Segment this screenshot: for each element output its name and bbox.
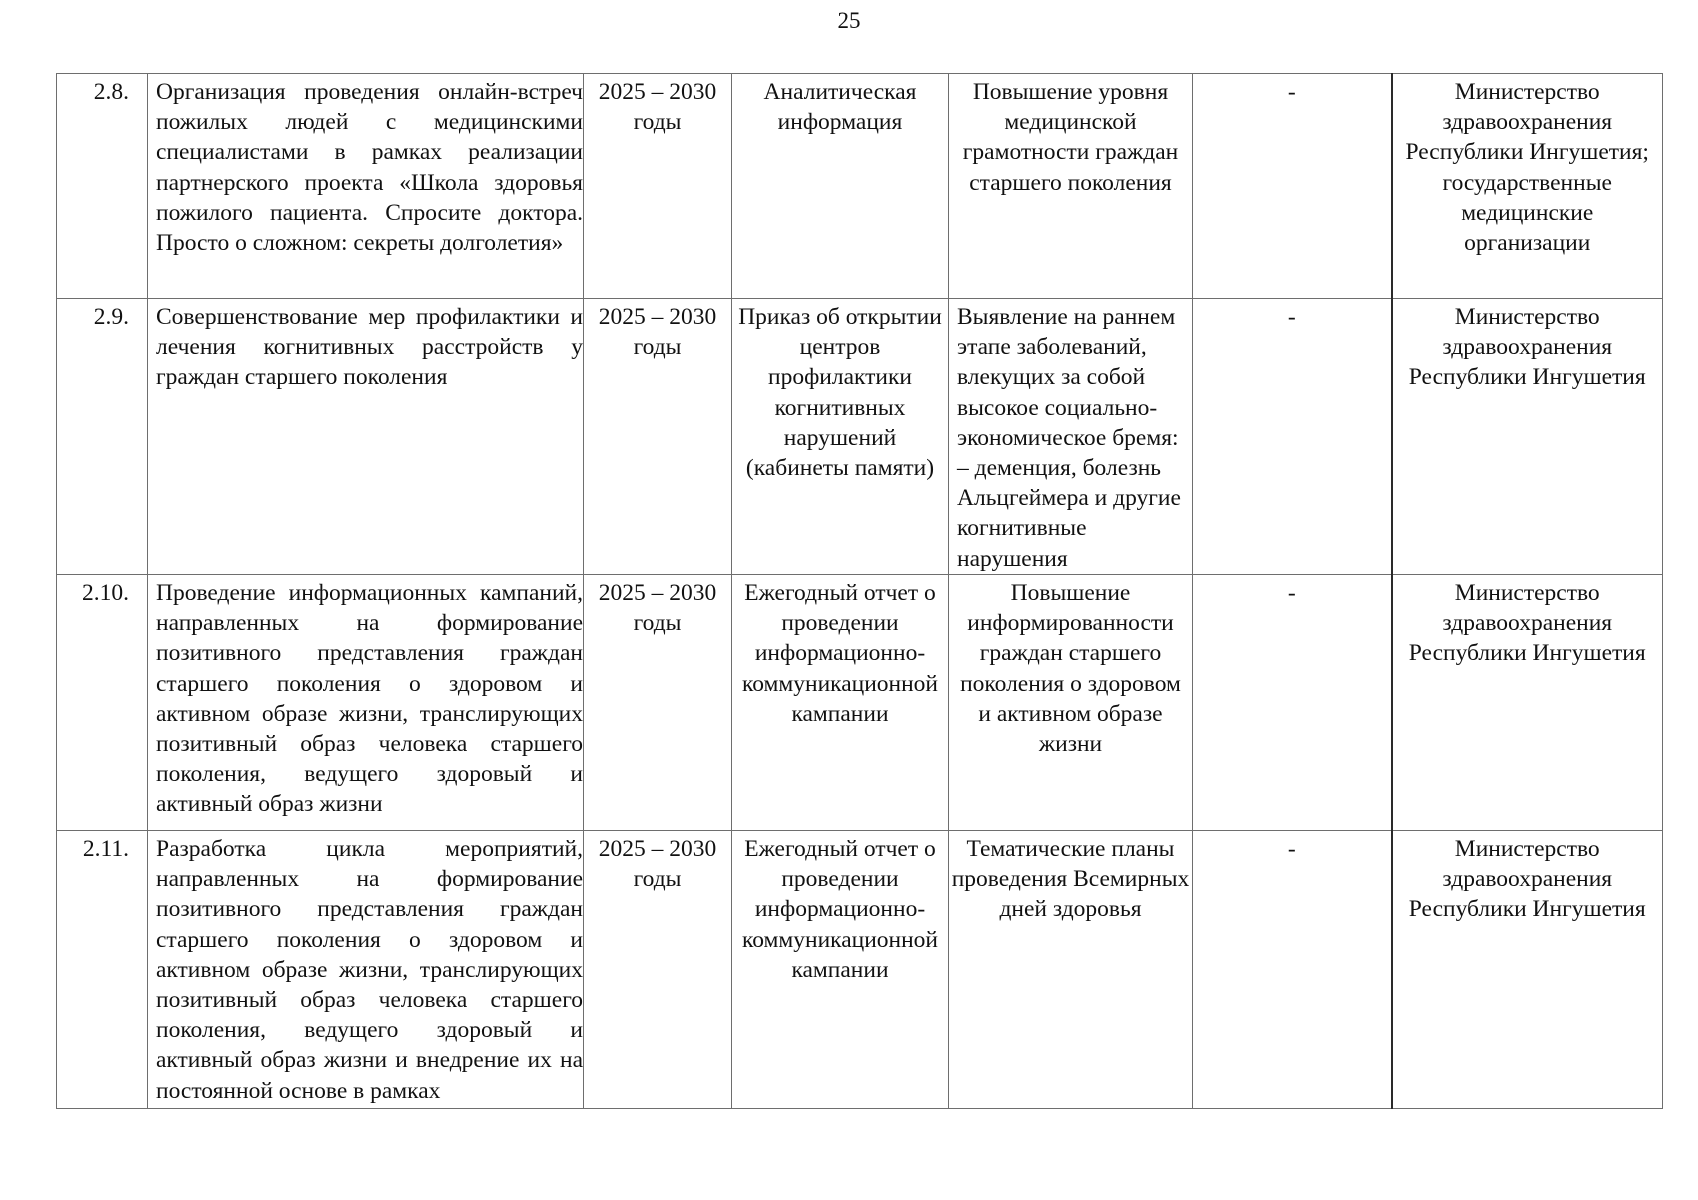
table-row <box>57 74 1663 299</box>
activity-cell <box>148 74 584 299</box>
executor-cell <box>1392 831 1663 1109</box>
result-text: Выявление на раннем этапе заболеваний, влекущих за собой высокое социально-экономическое бремя: – деменция, болезнь Альцгеймера и другие когнитивные нарушения <box>957 304 1181 572</box>
activity-text: Проведение информационных кампаний, направленных на формирование позитивного представления граждан старшего поколения о здоровом и активном образе жизни, транслирующих позитивный образ человека старшего поколения, ведущего здоровый и активный образ жизни <box>156 580 583 818</box>
result-text: Повышение информированности граждан старшего поколения о здоровом и активном образе жизни <box>960 580 1181 758</box>
table-row <box>57 831 1663 1109</box>
executor-cell <box>1392 575 1663 831</box>
activity-cell <box>148 575 584 831</box>
term-cell <box>584 831 732 1109</box>
row-number-cell <box>57 299 148 575</box>
activities-table <box>56 73 1663 1109</box>
document-cell <box>732 575 949 831</box>
executor-text: Министерство здравоохранения Республики Ингушетия; государственные медицинские организации <box>1405 79 1649 257</box>
term-cell <box>584 74 732 299</box>
funding-cell <box>1193 74 1392 299</box>
page-number: 25 <box>837 8 861 33</box>
document-text: Ежегодный отчет о проведении информационно-коммуникационной кампании <box>741 836 939 983</box>
row-number-cell <box>57 831 148 1109</box>
row-number: 2.11. <box>82 836 129 862</box>
term-cell <box>584 299 732 575</box>
result-cell <box>949 831 1193 1109</box>
document-text: Ежегодный отчет о проведении информационно-коммуникационной кампании <box>741 580 939 727</box>
row-number: 2.9. <box>93 304 129 330</box>
result-text: Тематические планы проведения Всемирных дней здоровья <box>951 836 1190 923</box>
row-number-cell <box>57 74 148 299</box>
funding-text: - <box>1287 836 1296 862</box>
result-cell <box>949 299 1193 575</box>
funding-cell <box>1193 575 1392 831</box>
document-cell <box>732 831 949 1109</box>
table-row <box>57 299 1663 575</box>
row-number-cell <box>57 575 148 831</box>
activity-text: Организация проведения онлайн-встреч пожилых людей с медицинскими специалистами в рамках реализации партнерского проекта «Школа здоровья пожилого пациента. Спросите доктора. Просто о сложном: секреты долголетия» <box>156 79 583 257</box>
funding-cell <box>1193 299 1392 575</box>
result-cell <box>949 74 1193 299</box>
term-text: 2025 – 2030 годы <box>598 304 717 361</box>
executor-text: Министерство здравоохранения Республики Ингушетия <box>1408 304 1646 391</box>
activity-text: Разработка цикла мероприятий, направленных на формирование позитивного представления граждан старшего поколения о здоровом и активном образе жизни, транслирующих позитивный образ человека старшего поколения, ведущего здоровый и активный образ жизни и внедрение их на постоянной основе в рамках <box>156 836 583 1104</box>
funding-text: - <box>1287 304 1296 330</box>
row-number: 2.10. <box>82 580 129 606</box>
term-text: 2025 – 2030 годы <box>598 580 717 637</box>
term-cell <box>584 575 732 831</box>
activity-text: Совершенствование мер профилактики и лечения когнитивных расстройств у граждан старшего поколения <box>156 304 583 391</box>
activity-cell <box>148 831 584 1109</box>
row-number: 2.8. <box>93 79 129 105</box>
document-cell <box>732 299 949 575</box>
document-text: Приказ об открытии центров профилактики когнитивных нарушений (кабинеты памяти) <box>738 304 942 482</box>
executor-cell <box>1392 299 1663 575</box>
result-cell <box>949 575 1193 831</box>
result-text: Повышение уровня медицинской грамотности граждан старшего поколения <box>962 79 1179 196</box>
executor-cell <box>1392 74 1663 299</box>
document-text: Аналитическая информация <box>763 79 917 136</box>
funding-cell <box>1193 831 1392 1109</box>
term-text: 2025 – 2030 годы <box>598 836 717 893</box>
executor-text: Министерство здравоохранения Республики Ингушетия <box>1408 580 1646 667</box>
document-cell <box>732 74 949 299</box>
funding-text: - <box>1287 79 1296 105</box>
activity-cell <box>148 299 584 575</box>
term-text: 2025 – 2030 годы <box>598 79 717 136</box>
funding-text: - <box>1287 580 1296 606</box>
table-row <box>57 575 1663 831</box>
executor-text: Министерство здравоохранения Республики Ингушетия <box>1408 836 1646 923</box>
